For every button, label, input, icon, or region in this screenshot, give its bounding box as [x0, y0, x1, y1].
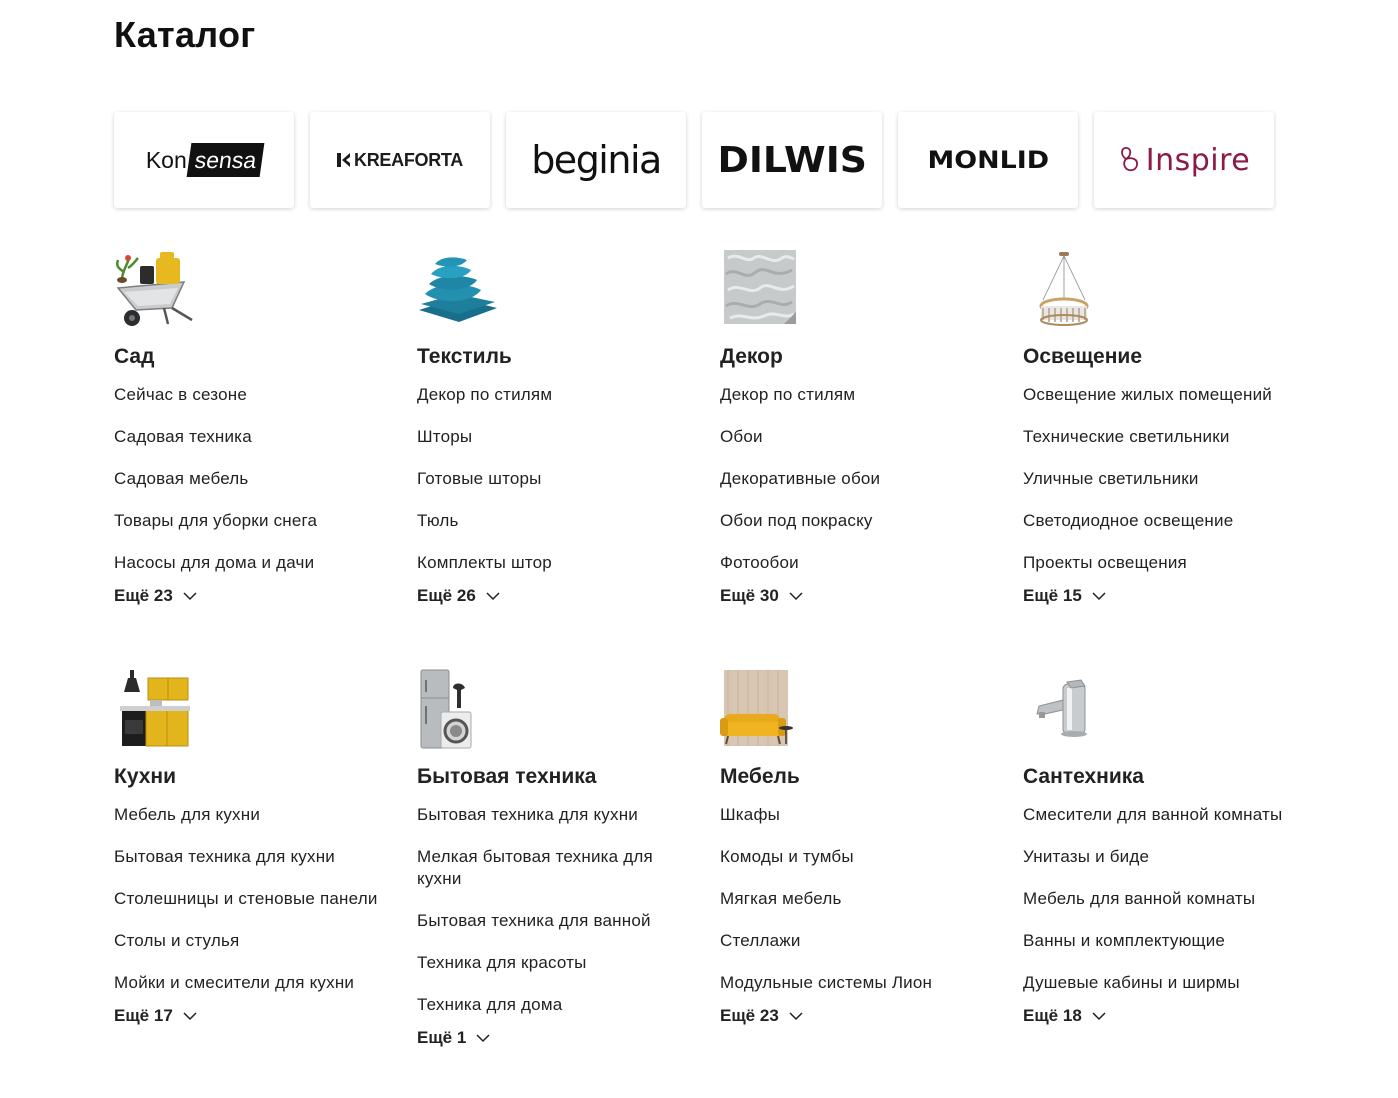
- chevron-down-icon: [789, 1012, 803, 1021]
- category-garden: [114, 248, 404, 606]
- category-link[interactable]: Шкафы: [720, 805, 781, 824]
- garden-wheelbarrow-icon[interactable]: [114, 248, 196, 330]
- brand-konsensa[interactable]: [114, 112, 294, 208]
- category-link[interactable]: Бытовая техника для кухни: [417, 805, 638, 824]
- chevron-down-icon: [183, 1012, 197, 1021]
- brand-dilwis-logo: DILWIS: [717, 139, 867, 181]
- category-link[interactable]: Модульные системы Лион: [720, 973, 933, 992]
- chevron-down-icon: [486, 592, 500, 601]
- brand-inspire-logo: Inspire: [1118, 143, 1251, 178]
- chandelier-icon[interactable]: [1023, 248, 1105, 330]
- page-title: Каталог: [114, 14, 256, 55]
- chevron-down-icon: [476, 1034, 490, 1043]
- category-link[interactable]: Технические светильники: [1023, 427, 1230, 446]
- brand-beginia-logo: beginia: [531, 138, 661, 182]
- category-link[interactable]: Освещение жилых помещений: [1023, 385, 1272, 404]
- chevron-down-icon: [789, 592, 803, 601]
- chevron-down-icon: [1092, 592, 1106, 601]
- category-link[interactable]: Смесители для ванной комнаты: [1023, 805, 1283, 824]
- show-more-button[interactable]: Ещё 15: [1023, 586, 1313, 606]
- category-link[interactable]: Бытовая техника для ванной: [417, 911, 651, 930]
- brand-inspire[interactable]: [1094, 112, 1274, 208]
- kreaforta-mark-icon: [337, 153, 351, 167]
- wallpaper-roll-icon[interactable]: [720, 248, 802, 330]
- brand-monlid[interactable]: [898, 112, 1078, 208]
- show-more-button[interactable]: Ещё 23: [720, 1006, 1010, 1026]
- category-link[interactable]: Светодиодное освещение: [1023, 511, 1234, 530]
- category-title[interactable]: Сантехника: [1023, 765, 1144, 788]
- category-kitchens: [114, 668, 404, 1026]
- category-link[interactable]: Комоды и тумбы: [720, 847, 854, 866]
- show-more-button[interactable]: Ещё 23: [114, 586, 404, 606]
- category-link[interactable]: Фотообои: [720, 553, 799, 572]
- category-link[interactable]: Мягкая мебель: [720, 889, 842, 908]
- category-link[interactable]: Столешницы и стеновые панели: [114, 889, 378, 908]
- category-link[interactable]: Бытовая техника для кухни: [114, 847, 335, 866]
- brand-carousel: [114, 112, 1274, 208]
- category-link[interactable]: Декор по стилям: [417, 385, 553, 404]
- category-link[interactable]: Унитазы и биде: [1023, 847, 1150, 866]
- brand-dilwis[interactable]: [702, 112, 882, 208]
- category-link[interactable]: Уличные светильники: [1023, 469, 1199, 488]
- category-link[interactable]: Шторы: [417, 427, 473, 446]
- show-more-button[interactable]: Ещё 1: [417, 1028, 707, 1048]
- faucet-icon[interactable]: [1023, 668, 1105, 750]
- category-decor: [720, 248, 1010, 606]
- category-link[interactable]: Ванны и комплектующие: [1023, 931, 1226, 950]
- category-title[interactable]: Сад: [114, 345, 155, 368]
- category-title[interactable]: Бытовая техника: [417, 765, 597, 788]
- category-link[interactable]: Стеллажи: [720, 931, 801, 950]
- category-link[interactable]: Готовые шторы: [417, 469, 542, 488]
- category-title[interactable]: Мебель: [720, 765, 800, 788]
- brand-kreaforta-logo: KREAFORTA: [337, 150, 463, 171]
- category-link[interactable]: Обои под покраску: [720, 511, 873, 530]
- category-link[interactable]: Комплекты штор: [417, 553, 552, 572]
- category-link[interactable]: Декоративные обои: [720, 469, 881, 488]
- category-link[interactable]: Проекты освещения: [1023, 553, 1187, 572]
- category-furniture: [720, 668, 1010, 1026]
- appliances-icon[interactable]: [417, 668, 499, 750]
- category-link[interactable]: Насосы для дома и дачи: [114, 553, 315, 572]
- category-link[interactable]: Садовая техника: [114, 427, 252, 446]
- category-link[interactable]: Душевые кабины и ширмы: [1023, 973, 1240, 992]
- inspire-mark-icon: [1118, 145, 1142, 175]
- category-link[interactable]: Сейчас в сезоне: [114, 385, 247, 404]
- category-link[interactable]: Техника для дома: [417, 995, 563, 1014]
- category-link[interactable]: Товары для уборки снега: [114, 511, 318, 530]
- brand-konsensa-logo: Kon sensa: [146, 143, 262, 177]
- show-more-button[interactable]: Ещё 26: [417, 586, 707, 606]
- category-link[interactable]: Мойки и смесители для кухни: [114, 973, 355, 992]
- category-link[interactable]: Садовая мебель: [114, 469, 249, 488]
- category-textile: [417, 248, 707, 606]
- category-title[interactable]: Текстиль: [417, 345, 512, 368]
- category-link[interactable]: Техника для красоты: [417, 953, 587, 972]
- brand-beginia[interactable]: [506, 112, 686, 208]
- brand-kreaforta[interactable]: [310, 112, 490, 208]
- sofa-icon[interactable]: [720, 668, 802, 750]
- chevron-down-icon: [183, 592, 197, 601]
- textile-pillows-icon[interactable]: [417, 248, 499, 330]
- category-appliances: [417, 668, 707, 1048]
- category-link[interactable]: Обои: [720, 427, 763, 446]
- show-more-button[interactable]: Ещё 30: [720, 586, 1010, 606]
- category-link[interactable]: Столы и стулья: [114, 931, 240, 950]
- category-plumbing: [1023, 668, 1313, 1026]
- brand-monlid-logo: MONLID: [927, 146, 1049, 174]
- category-title[interactable]: Декор: [720, 345, 783, 368]
- kitchen-set-icon[interactable]: [114, 668, 196, 750]
- category-link[interactable]: Мебель для ванной комнаты: [1023, 889, 1256, 908]
- show-more-button[interactable]: Ещё 17: [114, 1006, 404, 1026]
- category-lighting: [1023, 248, 1313, 606]
- category-title[interactable]: Кухни: [114, 765, 177, 788]
- category-link[interactable]: Мелкая бытовая техника для кухни: [417, 847, 653, 888]
- show-more-button[interactable]: Ещё 18: [1023, 1006, 1313, 1026]
- category-link[interactable]: Декор по стилям: [720, 385, 856, 404]
- category-link[interactable]: Тюль: [417, 511, 459, 530]
- chevron-down-icon: [1092, 1012, 1106, 1021]
- category-link[interactable]: Мебель для кухни: [114, 805, 261, 824]
- category-title[interactable]: Освещение: [1023, 345, 1142, 368]
